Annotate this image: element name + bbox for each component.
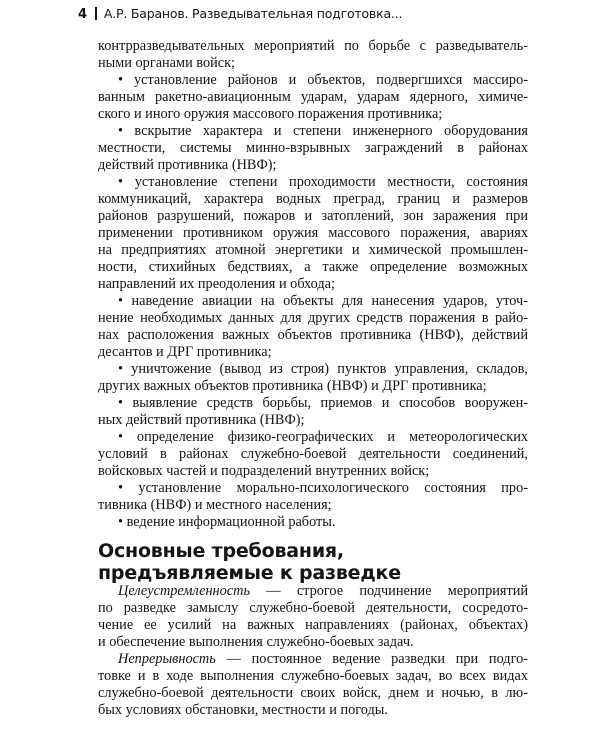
text-line: коммуникаций, характера водных преград, границ и размеров — [98, 191, 528, 207]
bullet-item-line: • выявление средств борьбы, приемов и способов вооружен- — [118, 395, 528, 411]
section-body — [98, 583, 528, 719]
bullet-item-line: • ведение информационной работы. — [118, 514, 336, 530]
text-line: служебно-боевой деятельности своих войск, днем и ночью, в лю- — [98, 685, 528, 701]
body-text — [98, 38, 528, 531]
section-heading-line: Основные требования, — [98, 540, 344, 562]
running-title: А.Р. Баранов. Разведывательная подготовка... — [103, 6, 403, 21]
section-heading — [98, 540, 401, 584]
bullet-item-line: • установление районов и объектов, подвергшихся массиро- — [118, 72, 528, 88]
text-line: нах расположения важных объектов противника (НВФ), действий — [98, 327, 528, 343]
header-divider — [95, 7, 97, 20]
text-line: районов разрушений, пожаров и затоплений, зон заражения при — [98, 208, 528, 224]
text-line: применении противником оружия массового поражения, аварияx — [98, 225, 528, 241]
paragraph-first-line: Целеустремленность — строгое подчинение мероприятий — [118, 583, 528, 599]
paragraph-first-line: Непрерывность — постоянное ведение разведки при подго- — [118, 651, 528, 667]
text-line: контрразведывательных мероприятий по борьбе с разведыватель- — [98, 38, 528, 54]
text-line: ными органами войск; — [98, 55, 236, 71]
text-line: других важных объектов противника (НВФ) и ДРГ противника; — [98, 378, 487, 394]
text-line: по разведке замыслу служебно-боевой деятельности, сосредото- — [98, 600, 528, 616]
text-line: бых условиях обстановки, местности и погоды. — [98, 702, 388, 718]
text-line: действий противника (НВФ); — [98, 157, 277, 173]
text-line: местности, системы минно-взрывных заграждений в районах — [98, 140, 528, 156]
text-line: нение необходимых данных для других средств поражения в райо- — [98, 310, 528, 326]
bullet-item-line: • установление морально-психологического состояния про- — [118, 480, 528, 496]
running-header — [78, 6, 402, 22]
term-continuity: Непрерывность — [118, 651, 216, 667]
page-number: 4 — [78, 7, 87, 22]
text-line: ных действий противника (НВФ); — [98, 412, 305, 428]
text-line: войсковых частей и подразделений внутренних войск; — [98, 463, 430, 479]
text-line: ванным ракетно-авиационным ударам, ударам ядерного, химиче- — [98, 89, 528, 105]
bullet-item-line: • установление степени проходимости местности, состояния — [118, 174, 528, 190]
bullet-item-line: • уничтожение (вывод из строя) пунктов управления, складов, — [118, 361, 528, 377]
term-purposefulness: Целеустремленность — [118, 583, 250, 599]
bullet-item-line: • наведение авиации на объекты для нанесения ударов, уточ- — [118, 293, 528, 309]
text-line: чение ее усилий на важных направлениях (районах, объектах) — [98, 617, 528, 633]
text-line: ского и иного оружия массового поражения противника; — [98, 106, 443, 122]
text-line: условий в районах служебно-боевой деятельности соединений, — [98, 446, 528, 462]
bullet-item-line: • определение физико-географических и метеорологических — [118, 429, 528, 445]
text-line: на предприятиях атомной энергетики и химической промышлен- — [98, 242, 528, 258]
section-heading-line: предъявляемые к разведке — [98, 562, 401, 584]
text-line: направлений их преодоления и обхода; — [98, 276, 335, 292]
text-line: ности, стихийных бедствиях, а также определение возможных — [98, 259, 528, 275]
text-line: и обеспечение выполнения служебно-боевых задач. — [98, 634, 414, 650]
text-line: тивника (НВФ) и местного населения; — [98, 497, 332, 513]
text-line: десантов и ДРГ противника; — [98, 344, 272, 360]
bullet-item-line: • вскрытие характера и степени инженерного оборудования — [118, 123, 528, 139]
text-line: товке и в ходе выполнения служебно-боевых задач, во всех видах — [98, 668, 528, 684]
